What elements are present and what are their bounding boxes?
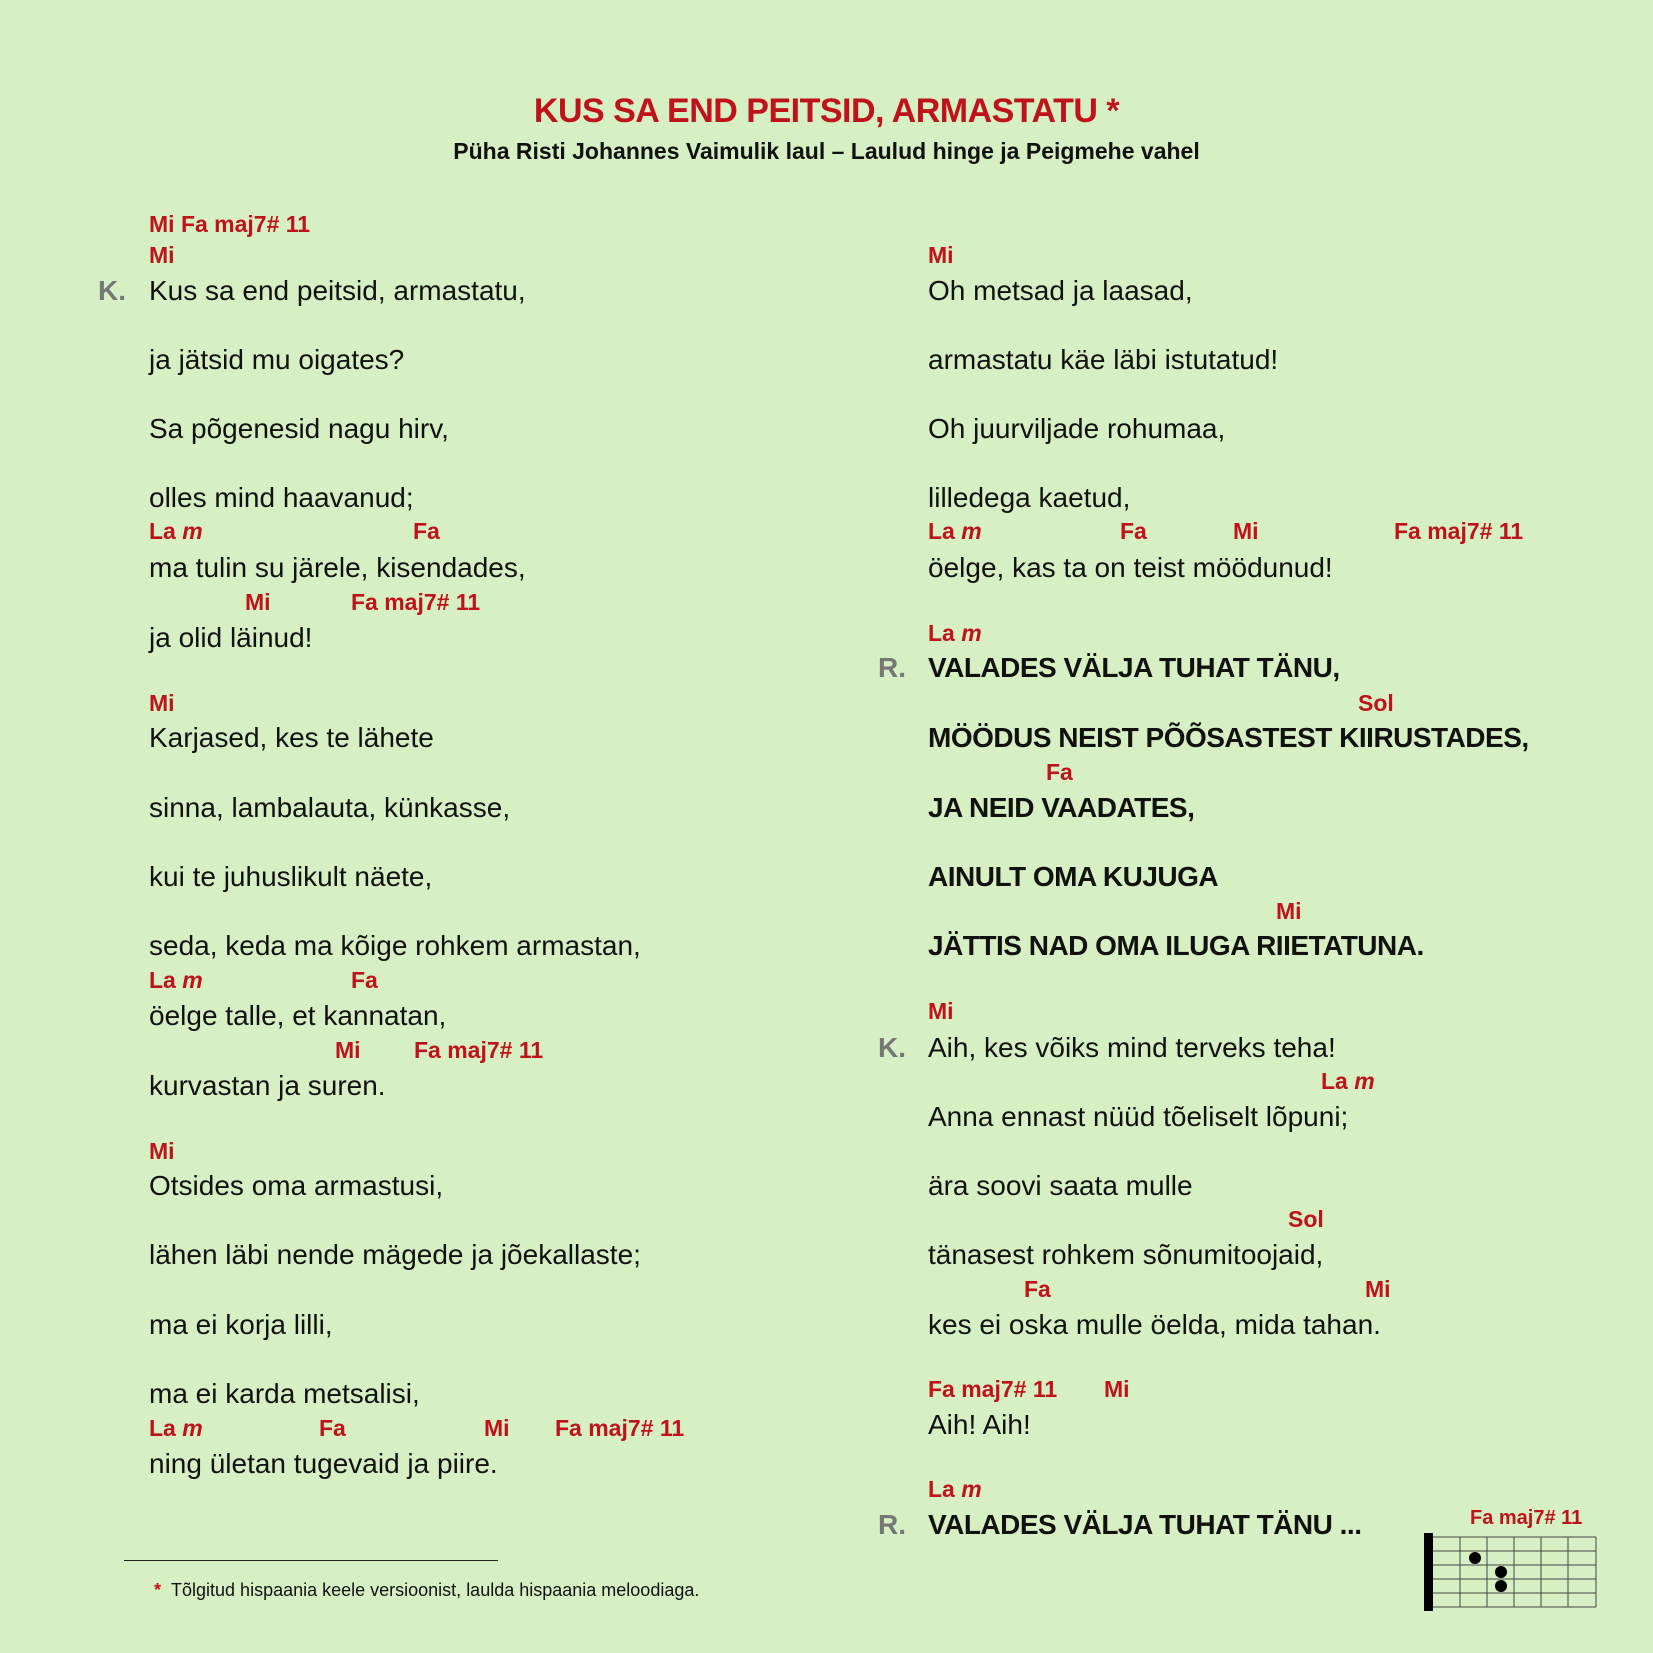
lyric-line: Kus sa end peitsid, armastatu,: [149, 275, 526, 306]
lyric-line: Otsides oma armastusi,: [149, 1170, 444, 1201]
chord: Mi: [335, 1037, 361, 1063]
footnote: [154, 1580, 699, 1601]
finger-dot: [1495, 1566, 1507, 1578]
lyric-line: ma tulin su järele, kisendades,: [149, 552, 526, 583]
chord: La m: [928, 1476, 982, 1502]
chord: Mi: [149, 690, 175, 716]
verse-label: K.: [98, 275, 126, 306]
chord: Fa maj7# 11: [928, 1376, 1058, 1402]
lyric-line: lilledega kaetud,: [928, 482, 1131, 513]
chord-diagram-grid: [1433, 1537, 1596, 1607]
chord-diagram-nut: [1424, 1533, 1433, 1611]
chord: Fa maj7# 11: [414, 1037, 544, 1063]
chord: Mi: [1104, 1376, 1130, 1402]
chord: Sol: [1358, 690, 1394, 716]
lyric-line: ja olid läinud!: [149, 622, 313, 653]
lyric-line: öelge talle, et kannatan,: [149, 1000, 447, 1031]
chord: Mi: [1233, 518, 1259, 544]
lyric-line: lähen läbi nende mägede ja jõekallaste;: [149, 1239, 641, 1270]
lyric-line: tänasest rohkem sõnumitoojaid,: [928, 1239, 1324, 1270]
chord: Fa: [319, 1415, 346, 1441]
lyric-line: ja jätsid mu oigates?: [149, 344, 405, 375]
lyric-line: seda, keda ma kõige rohkem armastan,: [149, 930, 641, 961]
chord: Mi: [245, 589, 271, 615]
chord: Fa maj7# 11: [1394, 518, 1524, 544]
refrain-line: JA NEID VAADATES,: [928, 792, 1195, 823]
lyric-line: kes ei oska mulle öelda, mida tahan.: [928, 1309, 1381, 1340]
chord: La m: [928, 620, 982, 646]
lyric-line: kurvastan ja suren.: [149, 1070, 386, 1101]
chord: La m: [1321, 1068, 1375, 1094]
lyric-line: olles mind haavanud;: [149, 482, 414, 513]
lyric-line: Aih! Aih!: [928, 1409, 1031, 1440]
finger-dot: [1495, 1580, 1507, 1592]
footnote-divider: [124, 1560, 498, 1561]
footnote-text: Tõlgitud hispaania keele versioonist, laulda hispaania meloodiaga.: [171, 1580, 700, 1600]
refrain-label: R.: [878, 1509, 906, 1540]
chord: Fa: [351, 967, 378, 993]
lyric-line: kui te juhuslikult näete,: [149, 861, 433, 892]
chord: La m: [149, 518, 203, 544]
lyric-line: ära soovi saata mulle: [928, 1170, 1193, 1201]
chord-diagram-label: Fa maj7# 11: [1470, 1507, 1583, 1529]
chord: Fa maj7# 11: [351, 589, 481, 615]
chord: Fa maj7# 11: [555, 1415, 685, 1441]
chord: La m: [149, 1415, 203, 1441]
chord: Sol: [1288, 1206, 1324, 1232]
lyric-line: Anna ennast nüüd tõeliselt lõpuni;: [928, 1101, 1349, 1132]
song-title: KUS SA END PEITSID, ARMASTATU *: [533, 92, 1120, 130]
chord: Mi: [1365, 1276, 1391, 1302]
chord: Fa: [1046, 759, 1073, 785]
song-subtitle: Püha Risti Johannes Vaimulik laul – Laulud hinge ja Peigmehe vahel: [453, 138, 1200, 164]
lyric-line: sinna, lambalauta, künkasse,: [149, 792, 511, 823]
lyric-line: ning ületan tugevaid ja piire.: [149, 1448, 498, 1479]
finger-dot: [1469, 1552, 1481, 1564]
chord: La m: [928, 518, 982, 544]
verse-label: K.: [878, 1032, 906, 1063]
chord: Mi: [1276, 898, 1302, 924]
lyric-line: Aih, kes võiks mind terveks teha!: [928, 1032, 1336, 1063]
chord: Mi: [928, 242, 954, 268]
footnote-marker: *: [154, 1580, 162, 1600]
lyric-line: armastatu käe läbi istutatud!: [928, 344, 1279, 375]
chord: Fa: [1024, 1276, 1051, 1302]
chord: Mi: [484, 1415, 510, 1441]
chord: Mi: [149, 1138, 175, 1164]
lyric-line: Karjased, kes te lähete: [149, 722, 434, 753]
chord: Mi: [149, 242, 175, 268]
lyric-line: öelge, kas ta on teist möödunud!: [928, 552, 1333, 583]
refrain-line: AINULT OMA KUJUGA: [928, 861, 1219, 892]
refrain-line: MÖÖDUS NEIST PÕÕSASTEST KIIRUSTADES,: [928, 722, 1529, 753]
chord: Mi: [928, 998, 954, 1024]
refrain-label: R.: [878, 652, 906, 683]
refrain-line: VALADES VÄLJA TUHAT TÄNU,: [928, 652, 1340, 683]
refrain-line: JÄTTIS NAD OMA ILUGA RIIETATUNA.: [928, 930, 1424, 961]
lyric-line: Oh juurviljade rohumaa,: [928, 413, 1226, 444]
lyric-line: Sa põgenesid nagu hirv,: [149, 413, 449, 444]
chord: Fa: [413, 518, 440, 544]
lyric-line: Oh metsad ja laasad,: [928, 275, 1193, 306]
chord: La m: [149, 967, 203, 993]
chord: Mi Fa maj7# 11: [149, 211, 311, 237]
chord: Fa: [1120, 518, 1147, 544]
chord-diagram: [1424, 1533, 1600, 1613]
refrain-line: VALADES VÄLJA TUHAT TÄNU ...: [928, 1509, 1362, 1540]
lyric-line: ma ei korja lilli,: [149, 1309, 333, 1340]
lyric-line: ma ei karda metsalisi,: [149, 1378, 420, 1409]
